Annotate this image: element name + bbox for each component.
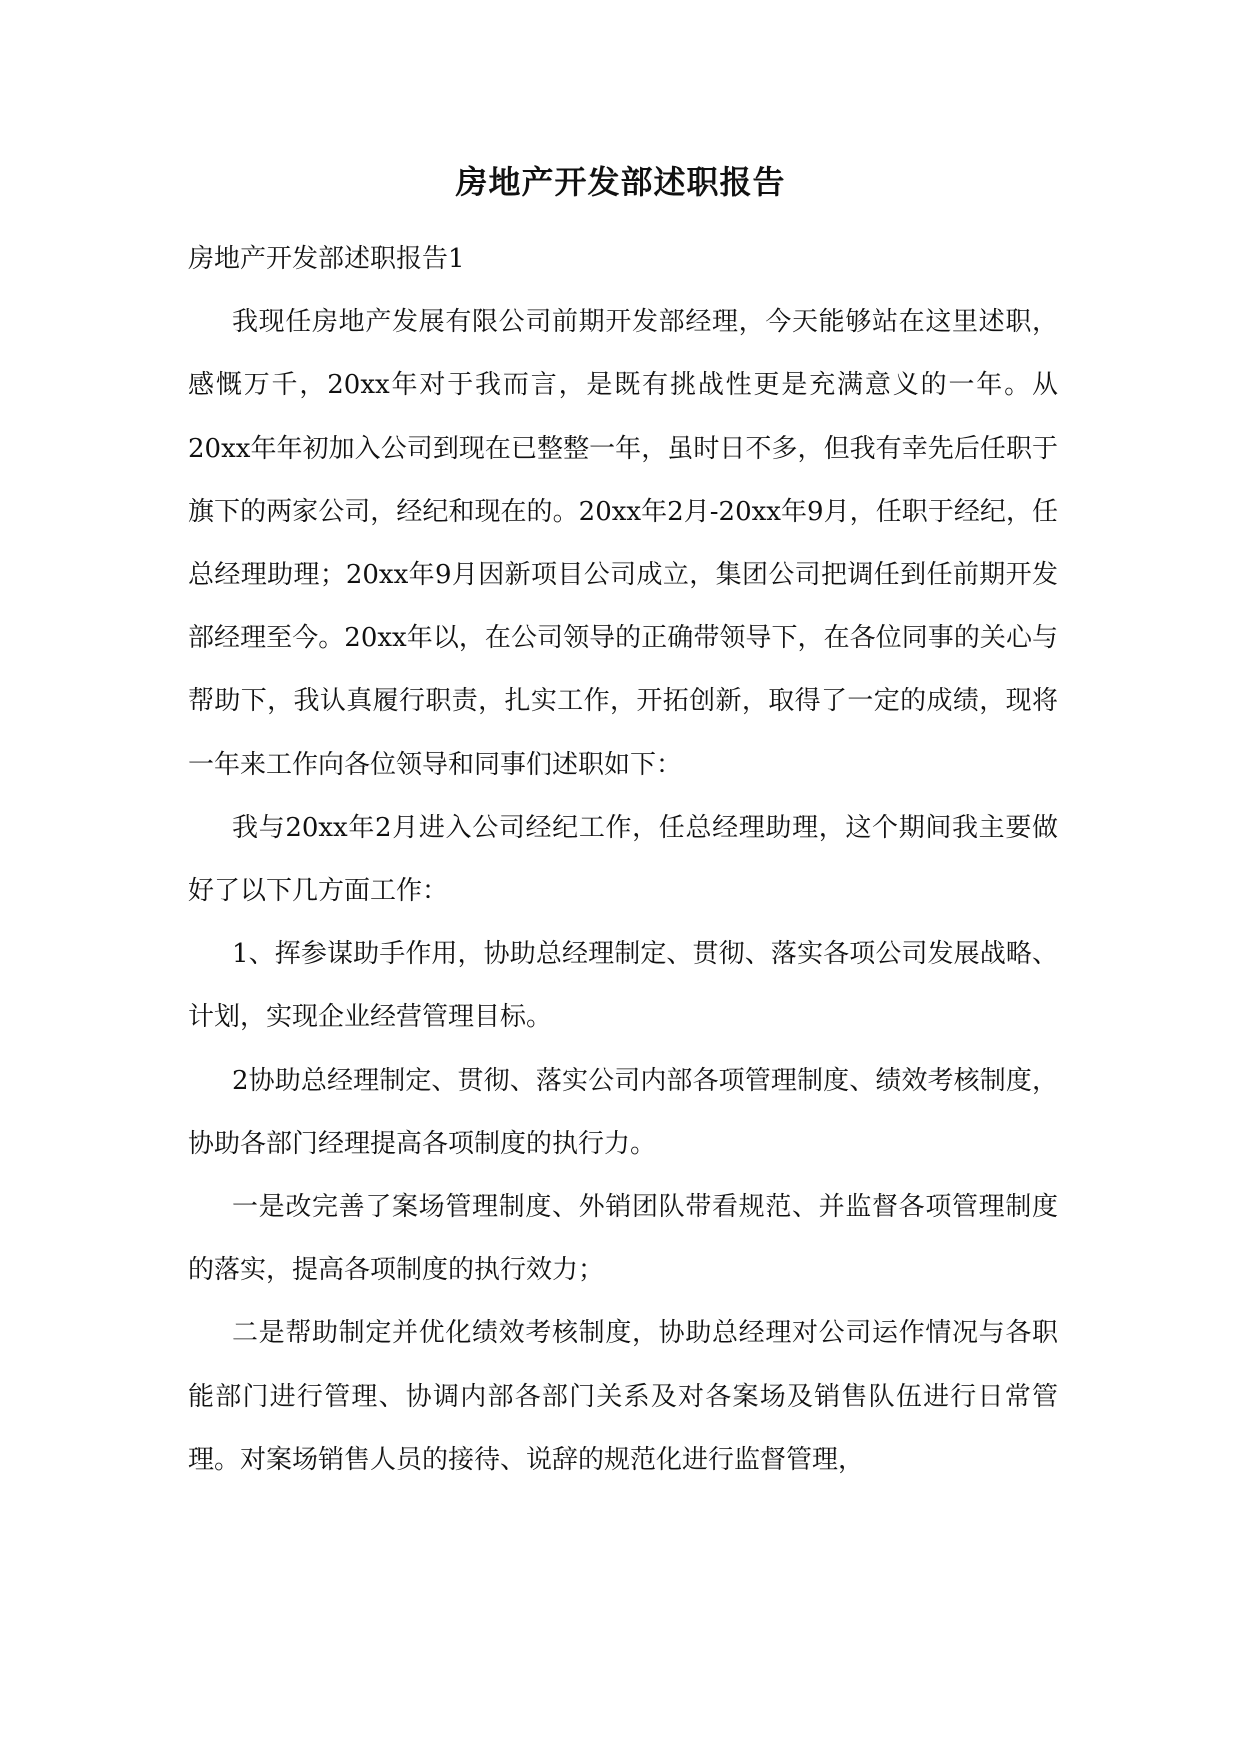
paragraph-assistant-period: 我与20xx年2月进入公司经纪工作，任总经理助理，这个期间我主要做好了以下几方面工作： [188,812,1058,907]
paragraph-point-two: 二是帮助制定并优化绩效考核制度，协助总经理对公司运作情况与各职能部门进行管理、协调内部各部门关系及对各案场及销售队伍进行日常管理。对案场销售人员的接待、说辞的规范化进行监督管理， [188,1318,1058,1475]
paragraph-point-one: 一是改完善了案场管理制度、外销团队带看规范、并监督各项管理制度的落实，提高各项制度的执行效力； [188,1192,1058,1286]
section-heading: 房地产开发部述职报告1 [188,244,465,274]
paragraph-item-2: 2协助总经理制定、贯彻、落实公司内部各项管理制度、绩效考核制度，协助各部门经理提高各项制度的执行力。 [188,1065,1058,1159]
paragraph-item-1: 1、挥参谋助手作用，协助总经理制定、贯彻、落实各项公司发展战略、计划，实现企业经营管理目标。 [188,939,1058,1033]
document-body [188,228,1058,1492]
document-title: 房地产开发部述职报告 [455,163,786,201]
paragraph-intro: 我现任房地产发展有限公司前期开发部经理，今天能够站在这里述职，感慨万千，20xx年对于我而言，是既有挑战性更是充满意义的一年。从20xx年年初加入公司到现在已整整一年，虽时日不多，但我有幸先后任职于旗下的两家公司，经纪和现在的。20xx年2月-20xx年9月，任职于经纪，任总经理助理；20xx年9月因新项目公司成立，集团公司把调任到任前期开发部经理至今。20xx年以，在公司领导的正确带领导下，在各位同事的关心与帮助下，我认真履行职责，扎实工作，开拓创新，取得了一定的成绩，现将一年来工作向各位领导和同事们述职如下： [188,307,1058,780]
